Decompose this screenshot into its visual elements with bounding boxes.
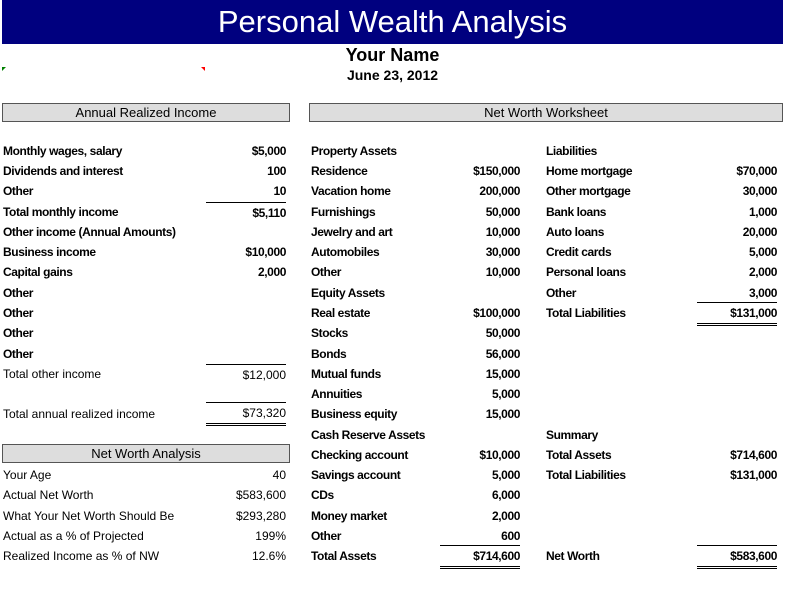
asset-group-heading: Cash Reserve Assets [311, 428, 426, 442]
income-label: Other income (Annual Amounts) [3, 225, 176, 239]
income-label: Other [3, 306, 34, 320]
summary-label: Total Assets [546, 448, 612, 462]
income-label: Other [3, 286, 34, 300]
nw-analysis-label: Actual as a % of Projected [3, 529, 144, 543]
asset-value[interactable]: 15,000 [485, 407, 520, 421]
asset-label: Other [311, 529, 342, 543]
asset-label: Money market [311, 509, 387, 523]
owner-name[interactable]: Your Name [345, 45, 440, 65]
nw-analysis-label: What Your Net Worth Should Be [3, 509, 175, 523]
income-section-header: Annual Realized Income [2, 103, 290, 122]
income-total-annual[interactable]: $73,320 [206, 402, 286, 426]
income-value[interactable]: $10,000 [245, 245, 286, 259]
nw-analysis-value[interactable]: 40 [272, 468, 286, 482]
income-total-other[interactable]: $12,000 [206, 364, 286, 385]
income-value[interactable]: 2,000 [257, 265, 286, 279]
liability-value[interactable]: $70,000 [736, 164, 777, 178]
income-label: Other [3, 326, 34, 340]
cell-comment-marker-icon [2, 67, 6, 71]
income-label: Capital gains [3, 265, 73, 279]
nw-analysis-value[interactable]: $293,280 [235, 509, 286, 523]
nw-analysis-value[interactable]: 199% [255, 529, 286, 543]
nw-analysis-value[interactable]: 12.6% [251, 549, 286, 563]
asset-value[interactable]: 30,000 [485, 245, 520, 259]
liability-label: Personal loans [546, 265, 626, 279]
asset-value[interactable]: 5,000 [491, 468, 520, 482]
asset-label: Stocks [311, 326, 348, 340]
asset-value[interactable]: 15,000 [485, 367, 520, 381]
income-label: Total monthly income [3, 205, 119, 219]
income-label: Monthly wages, salary [3, 144, 122, 158]
liability-label: Credit cards [546, 245, 612, 259]
income-total-monthly[interactable]: $5,110 [206, 202, 286, 223]
liability-value[interactable]: 1,000 [748, 205, 777, 219]
liability-label: Other mortgage [546, 184, 631, 198]
income-label: Business income [3, 245, 96, 259]
asset-label: Business equity [311, 407, 398, 421]
asset-value[interactable]: $10,000 [479, 448, 520, 462]
asset-group-heading: Property Assets [311, 144, 397, 158]
nw-analysis-label: Actual Net Worth [3, 488, 94, 502]
asset-label: Checking account [311, 448, 408, 462]
asset-label: Vacation home [311, 184, 391, 198]
asset-label: Real estate [311, 306, 370, 320]
income-label: Other [3, 184, 34, 198]
liability-value[interactable]: 3,000 [748, 286, 777, 300]
asset-value[interactable]: 200,000 [479, 184, 520, 198]
liability-value[interactable]: 20,000 [742, 225, 777, 239]
asset-value[interactable]: $150,000 [473, 164, 520, 178]
asset-value[interactable]: 6,000 [491, 488, 520, 502]
asset-label: Mutual funds [311, 367, 381, 381]
asset-value[interactable]: $100,000 [473, 306, 520, 320]
worksheet-section-header: Net Worth Worksheet [309, 103, 783, 122]
asset-value[interactable]: 5,000 [491, 387, 520, 401]
summary-value[interactable]: $714,600 [730, 448, 777, 462]
liability-label: Home mortgage [546, 164, 633, 178]
asset-value[interactable]: 10,000 [485, 225, 520, 239]
summary-value[interactable]: $131,000 [730, 468, 777, 482]
asset-label: Bonds [311, 347, 347, 361]
income-label: Total other income [3, 367, 102, 381]
nw-analysis-value[interactable]: $583,600 [235, 488, 286, 502]
nw-analysis-label: Your Age [3, 468, 52, 482]
asset-value[interactable]: 50,000 [485, 326, 520, 340]
asset-value[interactable]: 2,000 [491, 509, 520, 523]
total-liabilities-value[interactable]: $131,000 [697, 302, 777, 326]
income-value[interactable]: $5,000 [251, 144, 286, 158]
cell-note-marker-icon [201, 67, 205, 71]
asset-label: Annuities [311, 387, 363, 401]
asset-label: Savings account [311, 468, 401, 482]
income-value[interactable]: 100 [267, 164, 286, 178]
asset-label: Other [311, 265, 342, 279]
asset-label: Residence [311, 164, 368, 178]
net-worth-label: Net Worth [546, 549, 600, 563]
summary-label: Total Liabilities [546, 468, 626, 482]
income-label: Dividends and interest [3, 164, 123, 178]
income-label: Total annual realized income [3, 407, 156, 421]
asset-value[interactable]: 600 [501, 529, 520, 543]
asset-label: CDs [311, 488, 334, 502]
liability-label: Auto loans [546, 225, 604, 239]
asset-label: Furnishings [311, 205, 376, 219]
asset-label: Automobiles [311, 245, 380, 259]
liability-label: Bank loans [546, 205, 607, 219]
asset-group-heading: Equity Assets [311, 286, 385, 300]
nw-analysis-section-header: Net Worth Analysis [2, 444, 290, 463]
income-label: Other [3, 347, 34, 361]
asset-label: Jewelry and art [311, 225, 393, 239]
liability-value[interactable]: 2,000 [748, 265, 777, 279]
asset-value[interactable]: 50,000 [485, 205, 520, 219]
page-title: Personal Wealth Analysis [2, 0, 783, 44]
asset-value[interactable]: 10,000 [485, 265, 520, 279]
nw-analysis-label: Realized Income as % of NW [3, 549, 160, 563]
net-worth-value[interactable]: $583,600 [697, 545, 777, 569]
liability-label: Other [546, 286, 577, 300]
report-date[interactable]: June 23, 2012 [346, 67, 439, 83]
total-assets-value[interactable]: $714,600 [440, 545, 520, 569]
total-liabilities-label: Total Liabilities [546, 306, 626, 320]
liability-value[interactable]: 5,000 [748, 245, 777, 259]
liabilities-heading: Liabilities [546, 144, 597, 158]
liability-value[interactable]: 30,000 [742, 184, 777, 198]
income-value[interactable]: 10 [273, 184, 286, 198]
asset-value[interactable]: 56,000 [485, 347, 520, 361]
summary-heading: Summary [546, 428, 598, 442]
total-assets-label: Total Assets [311, 549, 377, 563]
